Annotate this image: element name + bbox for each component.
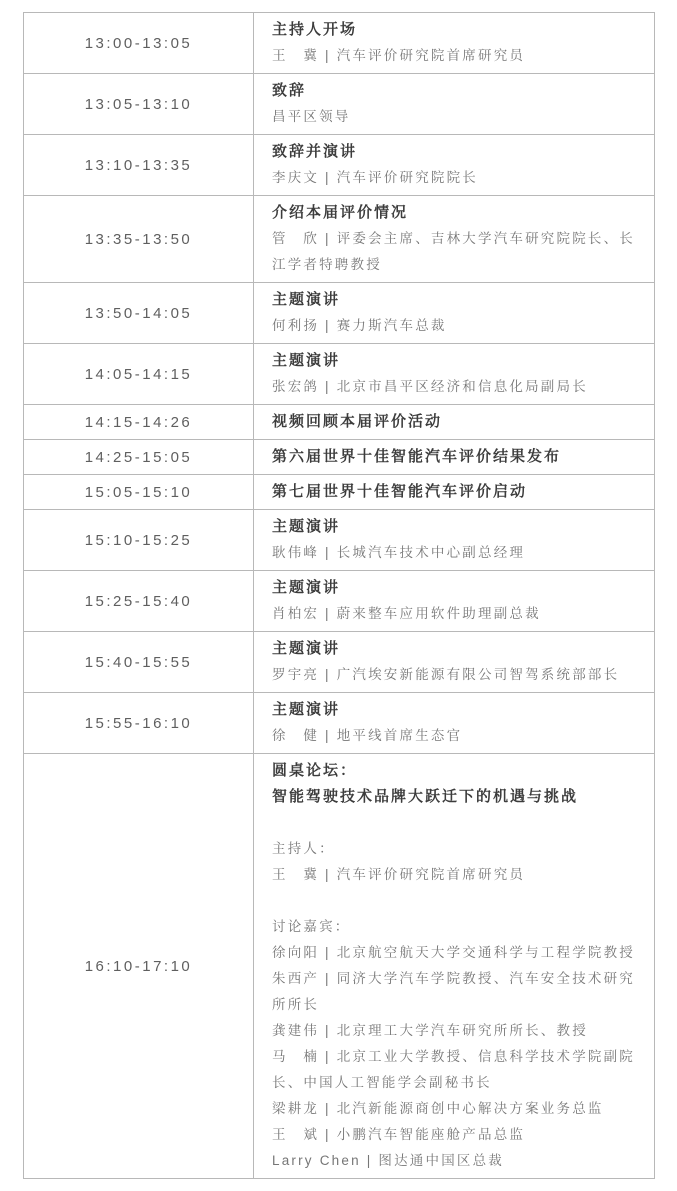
- session-time: 15:25-15:40: [24, 571, 254, 632]
- session-title: 致辞并演讲: [272, 143, 358, 160]
- session-detail: 管 欣 | 评委会主席、吉林大学汽车研究院院长、长江学者特聘教授: [272, 231, 636, 272]
- agenda-table: [23, 12, 655, 1179]
- session-detail: 王 冀 | 汽车评价研究院首席研究员: [272, 867, 526, 882]
- session-detail: 梁耕龙 | 北汽新能源商创中心解决方案业务总监: [272, 1101, 604, 1116]
- session-detail: 徐 健 | 地平线首席生态官: [272, 728, 463, 743]
- session-content: [254, 571, 655, 632]
- session-title: 主题演讲: [272, 518, 341, 535]
- agenda-row: [24, 440, 655, 475]
- blank-line: [272, 810, 636, 836]
- session-title: 主题演讲: [272, 291, 341, 308]
- agenda-row: [24, 693, 655, 754]
- session-content: [254, 135, 655, 196]
- session-title: 主题演讲: [272, 640, 341, 657]
- session-time: 13:05-13:10: [24, 74, 254, 135]
- session-time: 15:40-15:55: [24, 632, 254, 693]
- agenda-row: [24, 754, 655, 1179]
- session-content: [254, 344, 655, 405]
- agenda-row: [24, 405, 655, 440]
- session-time: 15:55-16:10: [24, 693, 254, 754]
- session-detail: 何利扬 | 赛力斯汽车总裁: [272, 318, 447, 333]
- session-content: [254, 283, 655, 344]
- session-content: [254, 74, 655, 135]
- session-title: 第七届世界十佳智能汽车评价启动: [272, 483, 528, 500]
- session-time: 15:10-15:25: [24, 510, 254, 571]
- session-title: 主持人开场: [272, 21, 358, 38]
- session-content: [254, 632, 655, 693]
- agenda-row: [24, 571, 655, 632]
- session-detail: 罗宇亮 | 广汽埃安新能源有限公司智驾系统部部长: [272, 667, 620, 682]
- session-time: 15:05-15:10: [24, 475, 254, 510]
- session-content: [254, 510, 655, 571]
- session-time: 13:00-13:05: [24, 13, 254, 74]
- session-content: [254, 13, 655, 74]
- session-title: 智能驾驶技术品牌大跃迁下的机遇与挑战: [272, 788, 579, 805]
- agenda-row: [24, 475, 655, 510]
- session-time: 13:50-14:05: [24, 283, 254, 344]
- agenda-row: [24, 632, 655, 693]
- session-time: 16:10-17:10: [24, 754, 254, 1179]
- session-content: [254, 440, 655, 475]
- session-title: 主题演讲: [272, 579, 341, 596]
- session-detail: 朱西产 | 同济大学汽车学院教授、汽车安全技术研究所所长: [272, 971, 636, 1012]
- session-time: 13:35-13:50: [24, 196, 254, 283]
- agenda-row: [24, 510, 655, 571]
- session-detail: 马 楠 | 北京工业大学教授、信息科学技术学院副院长、中国人工智能学会副秘书长: [272, 1049, 636, 1090]
- session-detail: Larry Chen | 图达通中国区总裁: [272, 1153, 504, 1168]
- agenda-row: [24, 344, 655, 405]
- session-detail: 徐向阳 | 北京航空航天大学交通科学与工程学院教授: [272, 945, 636, 960]
- session-detail: 李庆文 | 汽车评价研究院院长: [272, 170, 479, 185]
- session-detail: 张宏鸽 | 北京市昌平区经济和信息化局副局长: [272, 379, 588, 394]
- agenda-table-body: [24, 13, 655, 1179]
- session-title: 视频回顾本届评价活动: [272, 413, 443, 430]
- session-content: [254, 196, 655, 283]
- session-time: 14:05-14:15: [24, 344, 254, 405]
- agenda-row: [24, 283, 655, 344]
- session-detail: 昌平区领导: [272, 109, 351, 124]
- agenda-row: [24, 74, 655, 135]
- blank-line: [272, 888, 636, 914]
- session-title: 第六届世界十佳智能汽车评价结果发布: [272, 448, 562, 465]
- session-detail: 肖柏宏 | 蔚来整车应用软件助理副总裁: [272, 606, 541, 621]
- session-title: 圆桌论坛：: [272, 762, 358, 779]
- session-title: 介绍本届评价情况: [272, 204, 409, 221]
- agenda-row: [24, 135, 655, 196]
- session-detail: 王 冀 | 汽车评价研究院首席研究员: [272, 48, 526, 63]
- session-title: 致辞: [272, 82, 307, 99]
- session-detail: 龚建伟 | 北京理工大学汽车研究所所长、教授: [272, 1023, 588, 1038]
- session-content: [254, 405, 655, 440]
- session-detail: 耿伟峰 | 长城汽车技术中心副总经理: [272, 545, 526, 560]
- session-time: 13:10-13:35: [24, 135, 254, 196]
- agenda-row: [24, 196, 655, 283]
- session-detail: 讨论嘉宾：: [272, 919, 351, 934]
- session-time: 14:15-14:26: [24, 405, 254, 440]
- session-title: 主题演讲: [272, 701, 341, 718]
- session-time: 14:25-15:05: [24, 440, 254, 475]
- session-detail: 主持人：: [272, 841, 335, 856]
- agenda-row: [24, 13, 655, 74]
- session-content: [254, 754, 655, 1179]
- session-content: [254, 475, 655, 510]
- session-content: [254, 693, 655, 754]
- session-title: 主题演讲: [272, 352, 341, 369]
- session-detail: 王 斌 | 小鹏汽车智能座舱产品总监: [272, 1127, 526, 1142]
